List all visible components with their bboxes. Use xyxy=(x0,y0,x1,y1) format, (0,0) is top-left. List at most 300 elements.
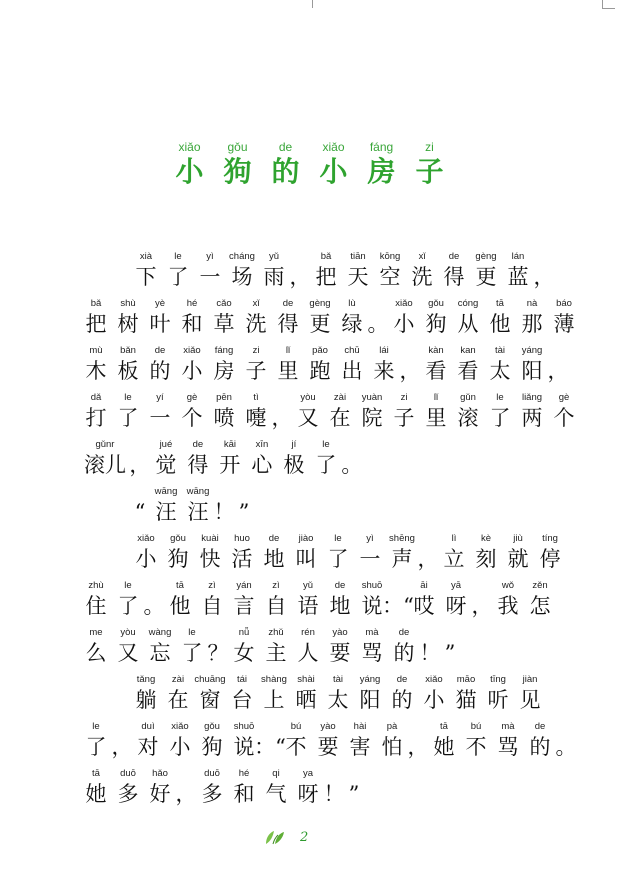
hanzi: 从 xyxy=(457,312,479,336)
hanzi: 骂 xyxy=(497,735,519,759)
ruby-char xyxy=(452,391,484,432)
ruby-char xyxy=(388,297,420,338)
hanzi: 停 xyxy=(539,547,561,571)
ruby-char xyxy=(228,626,260,667)
pinyin: xià xyxy=(139,251,153,262)
hanzi: 要 xyxy=(329,641,351,665)
hanzi: 一 xyxy=(199,265,221,289)
hanzi: ， xyxy=(111,735,133,759)
ruby-char xyxy=(194,250,226,291)
pinyin: xǐ xyxy=(418,251,426,262)
hanzi: 台 xyxy=(231,688,253,712)
text-line xyxy=(80,667,550,714)
hanzi: 我 xyxy=(497,594,519,618)
hanzi: 了 xyxy=(85,735,107,759)
hanzi: 滚 xyxy=(457,406,479,430)
pinyin: wāng xyxy=(154,486,178,497)
hanzi: 了 xyxy=(181,641,203,665)
hanzi: ， xyxy=(129,453,151,477)
pinyin: yì xyxy=(366,533,374,544)
ruby-char xyxy=(292,579,324,620)
pinyin: mù xyxy=(89,345,103,356)
pinyin: māo xyxy=(456,674,476,685)
punctuation xyxy=(342,438,362,479)
pinyin: jué xyxy=(159,439,173,450)
ruby-char xyxy=(144,391,176,432)
hanzi: 把 xyxy=(315,265,337,289)
punctuation xyxy=(234,485,254,526)
title-hanzi: 小 xyxy=(319,155,348,188)
ruby-char xyxy=(132,720,164,761)
ruby-char xyxy=(418,673,450,714)
title-row xyxy=(172,139,448,189)
ruby-char xyxy=(356,391,388,432)
ruby-char xyxy=(438,532,470,573)
ruby-char xyxy=(196,720,228,761)
ruby-char xyxy=(354,532,386,573)
ruby-char xyxy=(162,673,194,714)
hanzi: 了 xyxy=(167,265,189,289)
hanzi: 多 xyxy=(117,782,139,806)
ruby-char xyxy=(194,532,226,573)
ruby-char xyxy=(516,297,548,338)
title-char xyxy=(220,139,256,189)
ruby-char xyxy=(408,579,440,620)
text-line xyxy=(80,479,550,526)
text-line xyxy=(80,714,577,761)
hanzi: 两 xyxy=(521,406,543,430)
ruby-char xyxy=(80,626,112,667)
hanzi: 听 xyxy=(487,688,509,712)
hanzi: 汪 xyxy=(155,500,177,524)
ruby-char xyxy=(164,720,196,761)
ruby-char xyxy=(112,626,144,667)
hanzi: 得 xyxy=(187,453,209,477)
hanzi: 洗 xyxy=(411,265,433,289)
hanzi: 躺 xyxy=(135,688,157,712)
ruby-char xyxy=(470,250,502,291)
pinyin: shù xyxy=(120,298,136,309)
hanzi: 一 xyxy=(359,547,381,571)
hanzi: 见 xyxy=(519,688,541,712)
hanzi: 喷 xyxy=(213,406,235,430)
ruby-char xyxy=(292,391,324,432)
pinyin: le xyxy=(124,392,132,403)
ruby-char xyxy=(292,626,324,667)
hanzi: 在 xyxy=(167,688,189,712)
ruby-char xyxy=(112,344,144,385)
pinyin: tì xyxy=(253,392,259,403)
hanzi: 草 xyxy=(213,312,235,336)
punctuation xyxy=(272,391,292,432)
hanzi: 板 xyxy=(117,359,139,383)
ruby-char xyxy=(260,579,292,620)
punctuation xyxy=(440,626,460,667)
pinyin: yào xyxy=(332,627,348,638)
ruby-char xyxy=(492,720,524,761)
ruby-char xyxy=(258,532,290,573)
pinyin: gèng xyxy=(475,251,497,262)
punctuation xyxy=(176,767,196,808)
hanzi: 木 xyxy=(85,359,107,383)
ruby-char xyxy=(438,250,470,291)
hanzi: 就 xyxy=(507,547,529,571)
ruby-char xyxy=(162,532,194,573)
title-hanzi: 狗 xyxy=(223,155,252,188)
hanzi: 小 xyxy=(181,359,203,383)
text-line xyxy=(80,526,561,573)
pinyin: kè xyxy=(480,533,492,544)
title-hanzi: 房 xyxy=(367,155,396,188)
hanzi: 洗 xyxy=(245,312,267,336)
punctuation xyxy=(418,532,438,573)
hanzi: 跑 xyxy=(309,359,331,383)
punctuation xyxy=(472,579,492,620)
hanzi: 。 xyxy=(143,594,165,618)
pinyin: de xyxy=(396,674,408,685)
pinyin: hé xyxy=(238,768,250,779)
pinyin: bǎn xyxy=(120,345,136,356)
pinyin: lù xyxy=(348,298,356,309)
pinyin: gǒu xyxy=(204,721,220,732)
text-line xyxy=(80,291,575,338)
ruby-char xyxy=(342,250,374,291)
punctuation xyxy=(420,626,440,667)
ruby-char xyxy=(144,297,176,338)
hanzi: 房 xyxy=(213,359,235,383)
ruby-char xyxy=(278,438,310,479)
pinyin: xǐ xyxy=(252,298,260,309)
ruby-char xyxy=(322,532,354,573)
pinyin: kàn xyxy=(428,345,444,356)
hanzi: 言 xyxy=(233,594,255,618)
pinyin: tīng xyxy=(490,674,506,685)
pinyin: de xyxy=(334,580,346,591)
hanzi: 那 xyxy=(521,312,543,336)
ruby-char xyxy=(524,579,556,620)
text-line xyxy=(80,385,575,432)
pinyin: bú xyxy=(470,721,482,732)
ruby-char xyxy=(226,532,258,573)
pinyin: yáng xyxy=(521,345,543,356)
punctuation xyxy=(548,344,568,385)
hanzi: ：“ xyxy=(382,594,414,618)
hanzi: 了 xyxy=(315,453,337,477)
hanzi: 阳 xyxy=(359,688,381,712)
hanzi: ， xyxy=(407,735,429,759)
pinyin: tā xyxy=(92,768,100,779)
title-char xyxy=(316,139,352,189)
hanzi: 。 xyxy=(367,312,389,336)
hanzi: 觉 xyxy=(155,453,177,477)
hanzi: 又 xyxy=(117,641,139,665)
ruby-char xyxy=(420,391,452,432)
pinyin: shài xyxy=(297,674,315,685)
pinyin: báo xyxy=(556,298,572,309)
pinyin: le xyxy=(92,721,100,732)
pinyin: yào xyxy=(320,721,336,732)
hanzi: 把 xyxy=(85,312,107,336)
hanzi: 心 xyxy=(251,453,273,477)
ruby-char xyxy=(460,720,492,761)
hanzi: 忘 xyxy=(149,641,171,665)
ruby-char xyxy=(374,250,406,291)
hanzi: 和 xyxy=(233,782,255,806)
ruby-char xyxy=(80,438,130,479)
hanzi: ， xyxy=(471,594,493,618)
ruby-char xyxy=(260,626,292,667)
hanzi: 小 xyxy=(169,735,191,759)
pinyin: tiān xyxy=(350,251,366,262)
hanzi: 害 xyxy=(349,735,371,759)
hanzi: 狗 xyxy=(167,547,189,571)
hanzi: ！ xyxy=(419,641,441,665)
ruby-char xyxy=(240,391,272,432)
pinyin: kōng xyxy=(379,251,401,262)
pinyin: tā xyxy=(440,721,448,732)
pinyin: zhǔ xyxy=(268,627,284,638)
text-line xyxy=(80,761,550,808)
ruby-char xyxy=(356,626,388,667)
pinyin: zhù xyxy=(88,580,104,591)
pinyin: le xyxy=(188,627,196,638)
pinyin: yòu xyxy=(120,627,136,638)
punctuation xyxy=(382,579,414,620)
hanzi: 小 xyxy=(423,688,445,712)
pinyin: chuāng xyxy=(194,674,226,685)
punctuation xyxy=(208,626,228,667)
pinyin: bǎ xyxy=(320,251,332,262)
hanzi: 晒 xyxy=(295,688,317,712)
pinyin: duō xyxy=(120,768,136,779)
punctuation xyxy=(130,485,150,526)
punctuation xyxy=(130,438,150,479)
hanzi: 狗 xyxy=(201,735,223,759)
punctuation xyxy=(368,297,388,338)
pinyin: gèng xyxy=(309,298,331,309)
ruby-char xyxy=(150,438,182,479)
ruby-char xyxy=(336,297,368,338)
pinyin: tíng xyxy=(542,533,558,544)
pinyin: duō xyxy=(204,768,220,779)
hanzi: 主 xyxy=(265,641,287,665)
ruby-char xyxy=(324,626,356,667)
ruby-char xyxy=(176,344,208,385)
ruby-char xyxy=(194,673,226,714)
hanzi: 。 xyxy=(555,735,577,759)
ruby-char xyxy=(386,673,418,714)
title-hanzi: 子 xyxy=(415,155,444,188)
pinyin: pà xyxy=(386,721,398,732)
hanzi: ！ xyxy=(323,782,345,806)
hanzi: 个 xyxy=(553,406,575,430)
ruby-char xyxy=(80,767,112,808)
punctuation xyxy=(556,720,576,761)
hanzi: 看 xyxy=(457,359,479,383)
pinyin: tā xyxy=(496,298,504,309)
hanzi: 出 xyxy=(341,359,363,383)
hanzi: 看 xyxy=(425,359,447,383)
ruby-char xyxy=(376,720,408,761)
pinyin: zì xyxy=(208,580,216,591)
hanzi: 极 xyxy=(283,453,305,477)
hanzi: 说 xyxy=(361,594,383,618)
pinyin: liǎng xyxy=(521,392,543,403)
pinyin: wǒ xyxy=(501,580,515,591)
pinyin: jiào xyxy=(298,533,314,544)
leaf-icon xyxy=(264,829,286,845)
hanzi: 小 xyxy=(135,547,157,571)
ruby-char xyxy=(208,391,240,432)
ruby-char xyxy=(208,297,240,338)
ruby-char xyxy=(484,297,516,338)
hanzi: ” xyxy=(348,782,360,806)
hanzi: ， xyxy=(399,359,421,383)
ruby-char xyxy=(484,344,516,385)
punctuation xyxy=(344,767,364,808)
hanzi: ， xyxy=(533,265,555,289)
ruby-char xyxy=(280,720,312,761)
hanzi: 地 xyxy=(329,594,351,618)
hanzi: ？ xyxy=(207,641,229,665)
hanzi: 他 xyxy=(489,312,511,336)
text-line xyxy=(80,244,555,291)
ruby-char xyxy=(182,485,214,526)
hanzi: 怎 xyxy=(529,594,551,618)
ruby-char xyxy=(482,673,514,714)
hanzi: 猫 xyxy=(455,688,477,712)
hanzi: 他 xyxy=(169,594,191,618)
pinyin: shuō xyxy=(233,721,255,732)
pinyin: fáng xyxy=(214,345,234,356)
pinyin: bú xyxy=(290,721,302,732)
ruby-char xyxy=(80,391,112,432)
ruby-char xyxy=(130,673,162,714)
hanzi: 的 xyxy=(149,359,171,383)
ruby-char xyxy=(290,532,322,573)
title-char xyxy=(172,139,208,189)
ruby-char xyxy=(516,391,548,432)
pinyin: tái xyxy=(236,674,248,685)
hanzi: 要 xyxy=(317,735,339,759)
ruby-char xyxy=(484,391,516,432)
ruby-char xyxy=(196,767,228,808)
hanzi: 么 xyxy=(85,641,107,665)
ruby-char xyxy=(344,720,376,761)
ruby-char xyxy=(176,297,208,338)
pinyin: cóng xyxy=(457,298,479,309)
text-line xyxy=(80,573,550,620)
title-char xyxy=(268,139,304,189)
text-line xyxy=(80,338,569,385)
pinyin: de xyxy=(282,298,294,309)
hanzi: 更 xyxy=(475,265,497,289)
hanzi: 活 xyxy=(231,547,253,571)
pinyin: lì xyxy=(451,533,457,544)
ruby-char xyxy=(324,391,356,432)
pinyin: yí xyxy=(156,392,164,403)
ruby-char xyxy=(492,579,524,620)
pinyin: xiǎo xyxy=(171,721,189,732)
hanzi: 人 xyxy=(297,641,319,665)
hanzi: 气 xyxy=(265,782,287,806)
hanzi: 的 xyxy=(393,641,415,665)
ruby-char xyxy=(80,579,112,620)
hanzi: 薄 xyxy=(553,312,575,336)
title-pinyin: xiǎo xyxy=(178,140,201,154)
hanzi: 雨 xyxy=(263,265,285,289)
hanzi: 的 xyxy=(391,688,413,712)
pinyin: yì xyxy=(206,251,214,262)
ruby-char xyxy=(208,344,240,385)
hanzi: 子 xyxy=(393,406,415,430)
ruby-char xyxy=(524,720,556,761)
ruby-char xyxy=(312,720,344,761)
ruby-char xyxy=(112,579,144,620)
pinyin: lǐ xyxy=(433,392,439,403)
hanzi: ” xyxy=(444,641,456,665)
pinyin: bǎ xyxy=(90,298,102,309)
hanzi: 嚏 xyxy=(245,406,267,430)
hanzi: 语 xyxy=(297,594,319,618)
hanzi: 窗 xyxy=(199,688,221,712)
ruby-char xyxy=(162,250,194,291)
punctuation xyxy=(290,250,310,291)
ruby-char xyxy=(516,344,548,385)
ruby-char xyxy=(272,344,304,385)
ruby-char xyxy=(258,250,290,291)
pinyin: xiǎo xyxy=(425,674,443,685)
pinyin: hǎo xyxy=(152,768,168,779)
pinyin: de xyxy=(192,439,204,450)
hanzi: ：“ xyxy=(254,735,286,759)
hanzi: 又 xyxy=(297,406,319,430)
title-char xyxy=(364,139,400,189)
hanzi: 下 xyxy=(135,265,157,289)
page-number: 2 xyxy=(300,829,309,845)
pinyin: de xyxy=(534,721,546,732)
ruby-char xyxy=(130,250,162,291)
pinyin: ya xyxy=(302,768,314,779)
pinyin: gè xyxy=(186,392,198,403)
ruby-char xyxy=(322,673,354,714)
hanzi: 绿 xyxy=(341,312,363,336)
ruby-char xyxy=(470,532,502,573)
pinyin: xiǎo xyxy=(137,533,155,544)
ruby-char xyxy=(144,767,176,808)
punctuation xyxy=(254,720,286,761)
pinyin: yǔ xyxy=(268,251,280,262)
hanzi: 开 xyxy=(219,453,241,477)
pinyin: lán xyxy=(511,251,525,262)
pinyin: yuàn xyxy=(361,392,383,403)
pinyin: dǎ xyxy=(90,392,102,403)
pinyin: rén xyxy=(301,627,315,638)
pinyin: le xyxy=(496,392,504,403)
ruby-char xyxy=(388,626,420,667)
title-pinyin: gǒu xyxy=(227,140,248,154)
pinyin: tā xyxy=(176,580,184,591)
ruby-char xyxy=(336,344,368,385)
pinyin: zi xyxy=(400,392,408,403)
hanzi: 好 xyxy=(149,782,171,806)
hanzi: 滚儿 xyxy=(83,453,126,477)
hanzi: 刻 xyxy=(475,547,497,571)
hanzi: 多 xyxy=(201,782,223,806)
pinyin: le xyxy=(322,439,330,450)
pinyin: kuài xyxy=(201,533,219,544)
punctuation xyxy=(408,720,428,761)
